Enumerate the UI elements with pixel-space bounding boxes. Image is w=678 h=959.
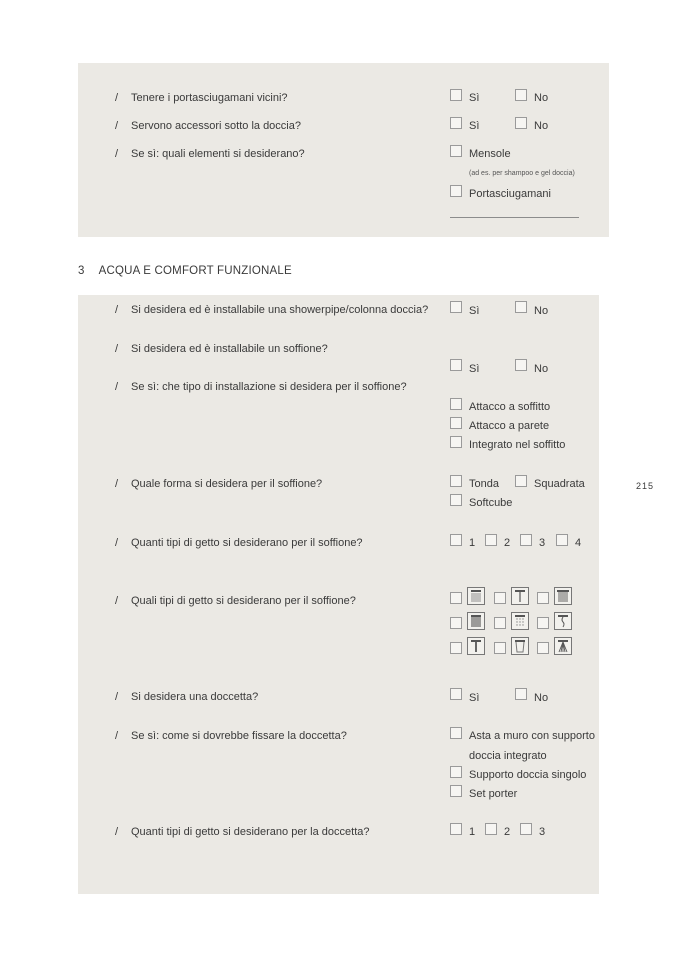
question-soffione: / Si desidera ed è installabile un soffione?: [115, 343, 328, 355]
question-tipi-getto: / Quali tipi di getto si desiderano per il soffione?: [115, 595, 356, 607]
label-no: No: [534, 92, 549, 104]
checkbox-doccetta-getto-2[interactable]: [485, 823, 497, 835]
column-jet-icon: [467, 637, 485, 655]
page-number: 215: [636, 481, 655, 491]
label-getto-2: 2: [504, 537, 511, 549]
checkbox-attacco-soffitto[interactable]: [450, 398, 462, 410]
checkbox-softcube[interactable]: [450, 494, 462, 506]
checkbox-getto-1[interactable]: [450, 534, 462, 546]
massage-jet-icon: [554, 612, 572, 630]
label-asta-muro-cont: doccia integrato: [469, 750, 547, 762]
checkbox-tonda[interactable]: [450, 475, 462, 487]
waterfall-jet-icon: [554, 587, 572, 605]
checkbox-doccetta-getto-1[interactable]: [450, 823, 462, 835]
checkbox-doccetta-getto-3[interactable]: [520, 823, 532, 835]
cascade-jet-icon: [511, 637, 529, 655]
label-asta-muro: Asta a muro con supporto: [469, 730, 595, 742]
label-doccetta-getto-1: 1: [469, 826, 476, 838]
checkbox-showerpipe-no[interactable]: [515, 301, 527, 313]
checkbox-jet-8[interactable]: [494, 642, 506, 654]
checkbox-soffione-no[interactable]: [515, 359, 527, 371]
question-elementi-desiderati: / Se sì: quali elementi si desiderano?: [115, 148, 305, 160]
label-no: No: [534, 692, 549, 704]
checkbox-asta-muro[interactable]: [450, 727, 462, 739]
question-showerpipe: / Si desidera ed è installabile una showerpipe/colonna doccia?: [115, 304, 429, 316]
question-forma: / Quale forma si desidera per il soffione?: [115, 478, 323, 490]
question-n-getto-doccetta: / Quanti tipi di getto si desiderano per la doccetta?: [115, 826, 370, 838]
checkbox-accessori-no[interactable]: [515, 117, 527, 129]
label-portasciugamani: Portasciugamani: [469, 188, 551, 200]
label-doccetta-getto-3: 3: [539, 826, 546, 838]
write-in-line[interactable]: [450, 217, 579, 218]
label-getto-1: 1: [469, 537, 476, 549]
question-fissaggio-doccetta: / Se sì: come si dovrebbe fissare la doccetta?: [115, 730, 347, 742]
checkbox-soffione-si[interactable]: [450, 359, 462, 371]
checkbox-doccetta-no[interactable]: [515, 688, 527, 700]
question-n-getto-soffione: / Quanti tipi di getto si desiderano per il soffione?: [115, 537, 363, 549]
label-no: No: [534, 363, 549, 375]
checkbox-jet-6[interactable]: [537, 617, 549, 629]
checkbox-accessori-si[interactable]: [450, 117, 462, 129]
rain-jet-icon: [467, 587, 485, 605]
checkbox-getto-4[interactable]: [556, 534, 568, 546]
label-squadrata: Squadrata: [534, 478, 585, 490]
checkbox-portasciugamani[interactable]: [450, 185, 462, 197]
checkbox-portasciugamani-no[interactable]: [515, 89, 527, 101]
label-si: Sì: [469, 120, 480, 132]
checkbox-getto-3[interactable]: [520, 534, 532, 546]
checkbox-attacco-parete[interactable]: [450, 417, 462, 429]
label-no: No: [534, 305, 549, 317]
checkbox-jet-3[interactable]: [537, 592, 549, 604]
checkbox-jet-1[interactable]: [450, 592, 462, 604]
section-title: 3 ACQUA E COMFORT FUNZIONALE: [78, 265, 292, 277]
label-supporto-singolo: Supporto doccia singolo: [469, 769, 587, 781]
label-integrato-soffitto: Integrato nel soffitto: [469, 439, 566, 451]
checkbox-doccetta-si[interactable]: [450, 688, 462, 700]
checkbox-showerpipe-si[interactable]: [450, 301, 462, 313]
checkbox-set-porter[interactable]: [450, 785, 462, 797]
label-softcube: Softcube: [469, 497, 513, 509]
label-attacco-parete: Attacco a parete: [469, 420, 550, 432]
checkbox-jet-5[interactable]: [494, 617, 506, 629]
label-getto-3: 3: [539, 537, 546, 549]
checkbox-portasciugamani-si[interactable]: [450, 89, 462, 101]
label-doccetta-getto-2: 2: [504, 826, 511, 838]
mensole-note: (ad es. per shampoo e gel doccia): [469, 170, 575, 177]
label-attacco-soffitto: Attacco a soffitto: [469, 401, 551, 413]
checkbox-getto-2[interactable]: [485, 534, 497, 546]
question-doccetta: / Si desidera una doccetta?: [115, 691, 259, 703]
label-set-porter: Set porter: [469, 788, 518, 800]
question-installazione: / Se sì: che tipo di installazione si desidera per il soffione?: [115, 381, 407, 393]
label-si: Sì: [469, 363, 480, 375]
checkbox-integrato-soffitto[interactable]: [450, 436, 462, 448]
checkbox-mensole[interactable]: [450, 145, 462, 157]
checkbox-jet-4[interactable]: [450, 617, 462, 629]
label-si: Sì: [469, 92, 480, 104]
checkbox-jet-9[interactable]: [537, 642, 549, 654]
mist-jet-icon: [511, 612, 529, 630]
checkbox-squadrata[interactable]: [515, 475, 527, 487]
spray-jet-icon: [554, 637, 572, 655]
label-mensole: Mensole: [469, 148, 511, 160]
dense-rain-jet-icon: [467, 612, 485, 630]
question-accessori-doccia: / Servono accessori sotto la doccia?: [115, 120, 301, 132]
label-si: Sì: [469, 305, 480, 317]
checkbox-jet-2[interactable]: [494, 592, 506, 604]
checkbox-supporto-singolo[interactable]: [450, 766, 462, 778]
label-no: No: [534, 120, 549, 132]
label-tonda: Tonda: [469, 478, 499, 490]
question-portasciugamani-vicini: / Tenere i portasciugamani vicini?: [115, 92, 288, 104]
label-si: Sì: [469, 692, 480, 704]
single-jet-icon: [511, 587, 529, 605]
checkbox-jet-7[interactable]: [450, 642, 462, 654]
label-getto-4: 4: [575, 537, 582, 549]
